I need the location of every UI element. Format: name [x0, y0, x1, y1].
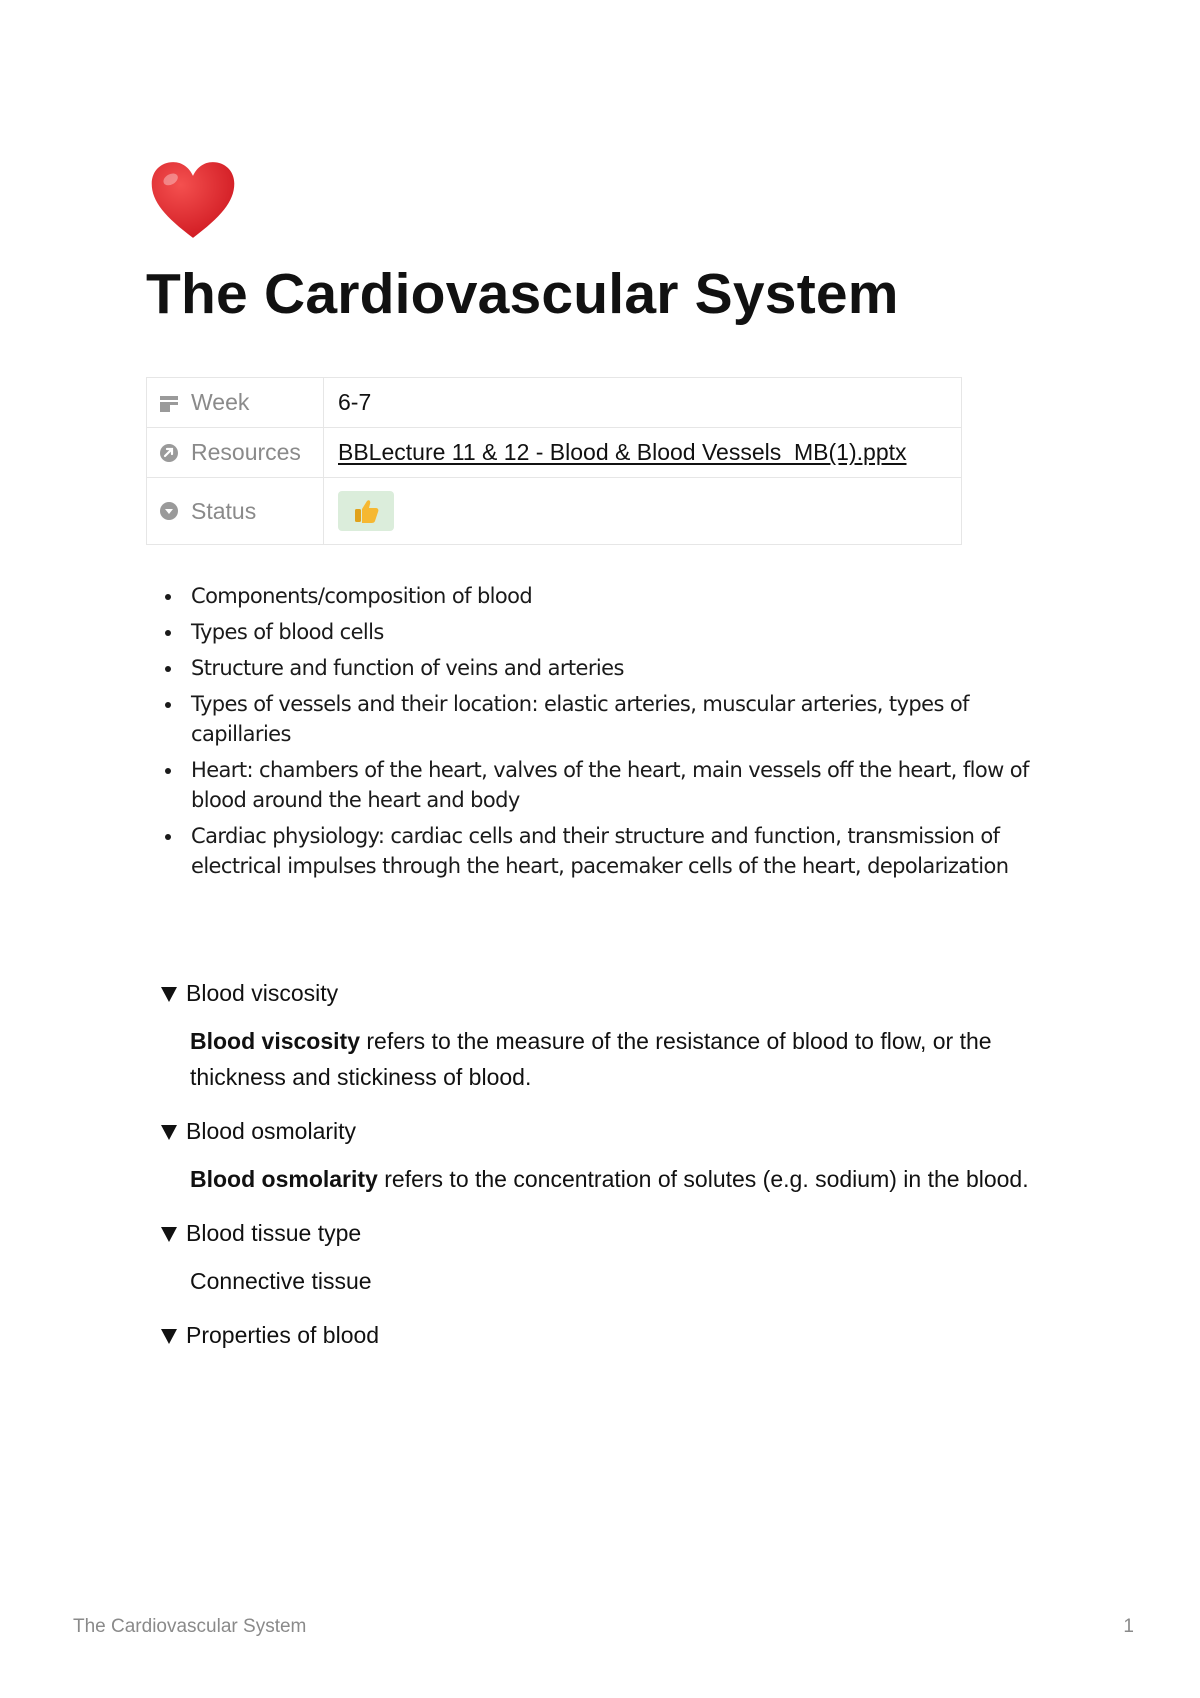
property-key [147, 378, 324, 428]
toggle-blood-osmolarity [161, 1113, 1061, 1197]
thumbs-up-icon [352, 497, 380, 525]
toggle-heading: Properties of blood [186, 1321, 380, 1348]
properties-table [146, 377, 962, 545]
property-row-week [147, 378, 962, 428]
toggle-header[interactable] [161, 1215, 1061, 1251]
page-title: The Cardiovascular System [146, 262, 899, 326]
toggle-content [161, 1263, 1030, 1299]
list-item: Types of vessels and their location: elastic arteries, muscular arteries, types of capillaries [146, 689, 1046, 749]
toggle-content [161, 1161, 1030, 1197]
list-item: Components/composition of blood [146, 581, 1046, 611]
toggle-heading: Blood osmolarity [186, 1117, 357, 1144]
property-key-label: Week [191, 389, 250, 415]
toggle-blood-tissue-type [161, 1215, 1061, 1299]
status-badge[interactable] [338, 491, 394, 531]
definition-text: refers to the concentration of solutes (e.g. sodium) in the blood. [377, 1166, 1029, 1192]
heart-icon [150, 160, 236, 240]
toggle-triangle-icon[interactable] [161, 1125, 177, 1140]
page-number: 1 [1123, 1616, 1134, 1637]
list-item: Heart: chambers of the heart, valves of the heart, main vessels off the heart, flow of blood around the heart and body [146, 755, 1046, 815]
list-item: Cardiac physiology: cardiac cells and their structure and function, transmission of electrical impulses through the heart, pacemaker cells of the heart, depolarization [146, 821, 1046, 881]
toggle-header[interactable] [161, 975, 1061, 1011]
status-icon [159, 501, 179, 521]
property-row-status [147, 478, 962, 545]
property-value[interactable]: 6-7 [324, 378, 962, 428]
calendar-icon [159, 393, 179, 413]
list-item: Types of blood cells [146, 617, 1046, 647]
property-value [324, 428, 962, 478]
property-value [324, 478, 962, 545]
link-icon [159, 443, 179, 463]
toggle-content [161, 1023, 1030, 1095]
toggle-list [161, 975, 1061, 1371]
footer-title: The Cardiovascular System [73, 1616, 307, 1637]
definition-text: refers to the measure of the resistance of blood to flow, or the thickness and stickiness of blood. [190, 1028, 992, 1090]
toggle-triangle-icon[interactable] [161, 987, 177, 1002]
property-key-label: Resources [191, 439, 301, 465]
property-key [147, 428, 324, 478]
toggle-header[interactable] [161, 1113, 1061, 1149]
property-row-resources [147, 428, 962, 478]
property-key-label: Status [191, 497, 257, 524]
topic-bullet-list [146, 581, 1046, 887]
toggle-triangle-icon[interactable] [161, 1227, 177, 1242]
toggle-properties-of-blood [161, 1317, 1061, 1353]
toggle-heading: Blood viscosity [186, 979, 339, 1006]
toggle-blood-viscosity [161, 975, 1061, 1095]
bold-term: Blood osmolarity [190, 1166, 378, 1192]
bold-term: Blood viscosity [190, 1028, 360, 1054]
definition-text: Connective tissue [190, 1268, 372, 1294]
list-item: Structure and function of veins and arteries [146, 653, 1046, 683]
property-key [147, 478, 324, 545]
toggle-header[interactable] [161, 1317, 1061, 1353]
toggle-heading: Blood tissue type [186, 1219, 362, 1246]
toggle-triangle-icon[interactable] [161, 1329, 177, 1344]
resource-file-link[interactable]: BBLecture 11 & 12 - Blood & Blood Vessels_MB(1).pptx [338, 439, 907, 465]
